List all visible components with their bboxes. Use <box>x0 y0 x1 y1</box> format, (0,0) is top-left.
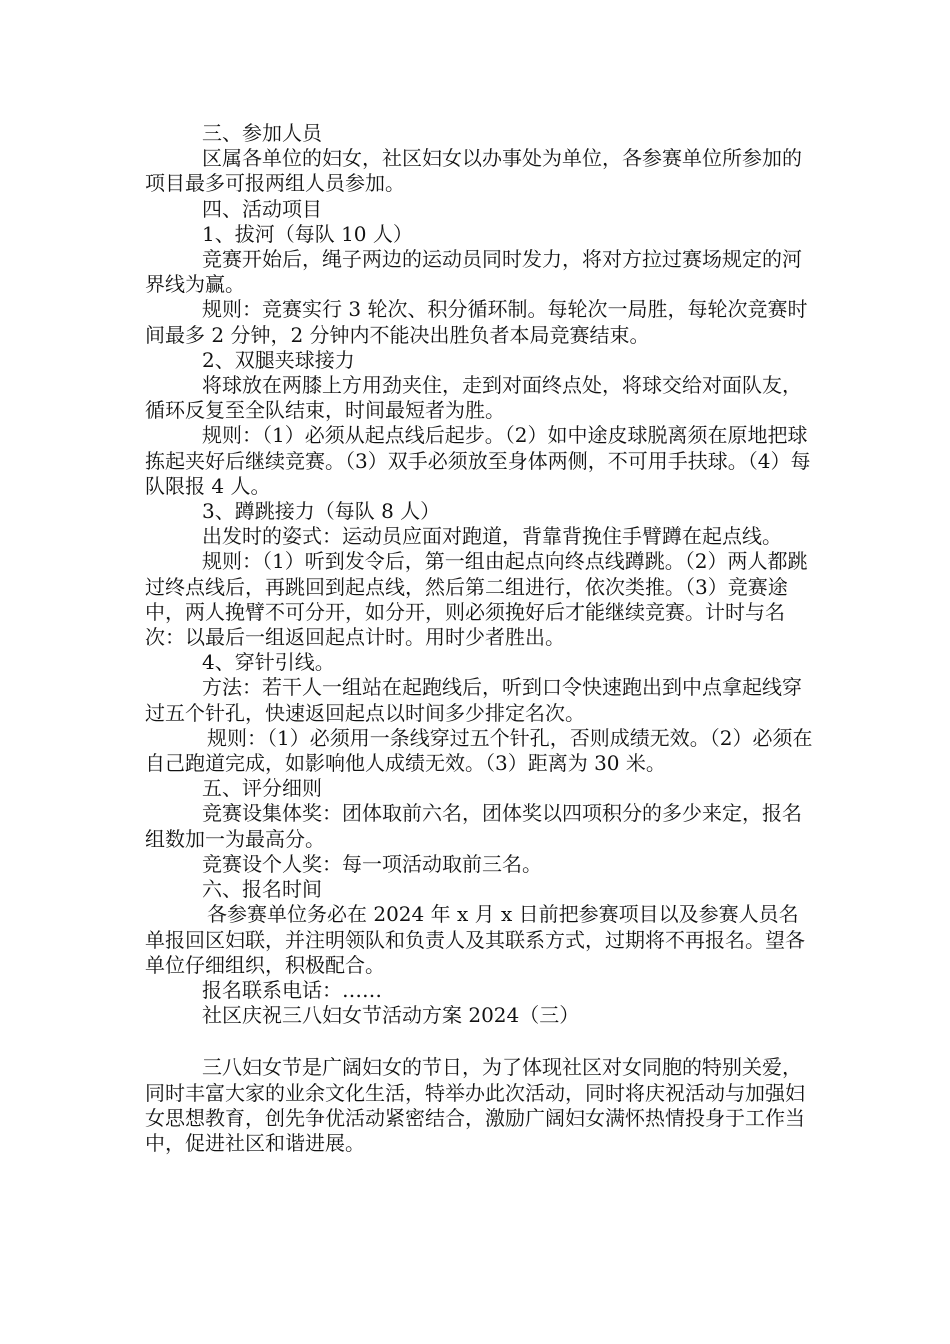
section-heading: 四、活动项目 <box>202 196 322 221</box>
paragraph: 出发时的姿式：运动员应面对跑道，背靠背挽住手臂蹲在起点线。 <box>202 524 782 549</box>
contact-line: 报名联系电话：…… <box>202 977 382 1002</box>
paragraph: 三八妇女节是广阔妇女的节日，为了体现社区对女同胞的特别关爱，同时丰富大家的业余文化生活，特举办此次活动，同时将庆祝活动与加强妇女思想教育，创先争优活动紧密结合，激励广阔妇女满怀热情投身于工作当中，促进社区和谐进展。 <box>145 1055 805 1155</box>
rules-paragraph: 规则：（1）必须用一条线穿过五个针孔，否则成绩无效。（2）必须在自己跑道完成，如影响他人成绩无效。（3）距离为 30 米。 <box>145 725 813 776</box>
paragraph: 方法：若干人一组站在起跑线后，听到口令快速跑出到中点拿起线穿过五个针孔，快速返回起点以时间多少排定名次。 <box>145 675 802 725</box>
paragraph: 区属各单位的妇女，社区妇女以办事处为单位，各参赛单位所参加的项目最多可报两组人员参加。 <box>145 146 802 196</box>
item-heading: 2、双腿夹球接力 <box>202 347 355 372</box>
paragraph-gap <box>145 1028 817 1055</box>
rules-paragraph: 规则：（1）听到发令后，第一组由起点向终点线蹲跳。（2）两人都跳过终点线后，再跳回到起点线，然后第二组进行，依次类推。（3）竞赛途中，两人挽臂不可分开，如分开，则必须挽好后才能继续竞赛。计时与名次：以最后一组返回起点计时。用时少者胜出。 <box>145 549 808 650</box>
paragraph: 竞赛设个人奖：每一项活动取前三名。 <box>202 851 542 876</box>
section-heading: 三、参加人员 <box>202 121 322 145</box>
document-subtitle: 社区庆祝三八妇女节活动方案 2024（三） <box>202 1003 580 1028</box>
section-heading: 五、评分细则 <box>202 776 322 801</box>
item-heading: 4、穿针引线。 <box>202 650 335 675</box>
section-heading: 六、报名时间 <box>202 877 322 902</box>
paragraph: 各参赛单位务必在 2024 年 x 月 x 日前把参赛项目以及参赛人员名单报回区妇联，并注明领队和负责人及其联系方式，过期将不再报名。望各单位仔细组织，积极配合。 <box>145 902 805 977</box>
paragraph: 竞赛设集体奖：团体取前六名，团体奖以四项积分的多少来定，报名组数加一为最高分。 <box>145 801 802 851</box>
paragraph: 竞赛开始后，绳子两边的运动员同时发力，将对方拉过赛场规定的河界线为赢。 <box>145 247 802 297</box>
item-heading: 3、蹲跳接力（每队 8 人） <box>202 499 441 524</box>
paragraph: 将球放在两膝上方用劲夹住，走到对面终点处，将球交给对面队友，循环反复至全队结束，时间最短者为胜。 <box>145 373 802 423</box>
item-heading: 1、拔河（每队 10 人） <box>202 221 413 246</box>
rules-paragraph: 规则：竞赛实行 3 轮次、积分循环制。每轮次一局胜，每轮次竞赛时间最多 2 分钟，2 分钟内不能决出胜负者本局竞赛结束。 <box>145 297 808 347</box>
document-body <box>145 121 817 1156</box>
rules-paragraph: 规则：（1）必须从起点线后起步。（2）如中途皮球脱离须在原地把球拣起夹好后继续竞赛。（3）双手必须放至身体两侧，不可用手扶球。（4）每队限报 4 人。 <box>145 423 811 498</box>
